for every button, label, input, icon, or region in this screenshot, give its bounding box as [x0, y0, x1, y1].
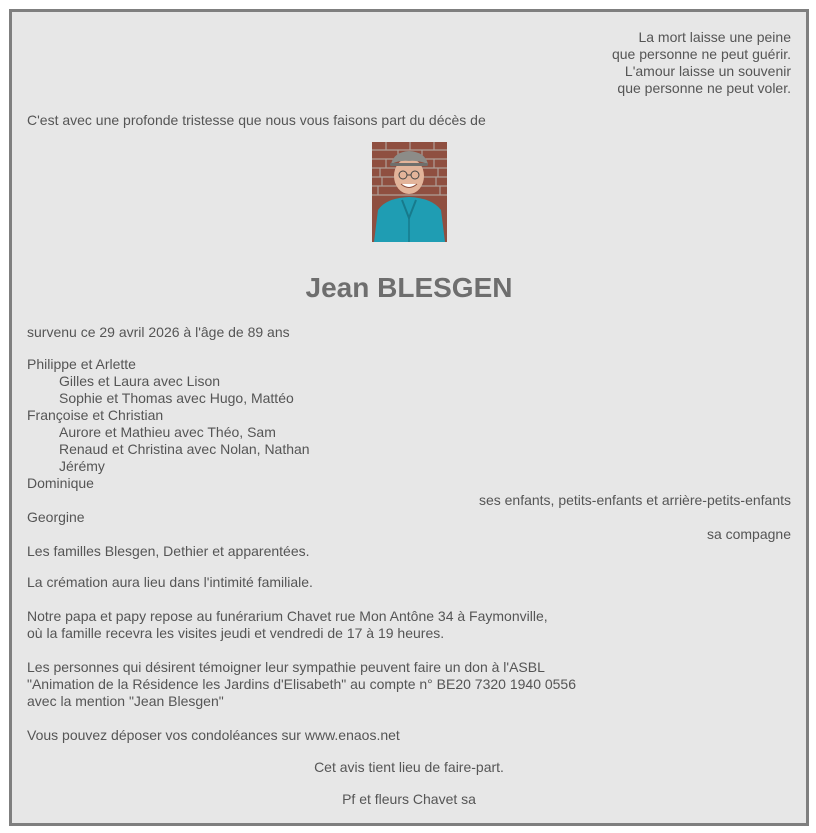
donation-text: Les personnes qui désirent témoigner leur sympathie peuvent faire un don à l'ASBL [27, 659, 545, 675]
partner-caption: sa compagne [706, 526, 791, 542]
poem-line: que personne ne peut guérir. [611, 46, 791, 62]
obituary-content [27, 12, 791, 823]
notice-text: Cet avis tient lieu de faire-part. [314, 759, 504, 775]
obituary-card [9, 9, 809, 826]
funerarium-text: où la famille recevra les visites jeudi et vendredi de 17 à 19 heures. [27, 625, 445, 641]
portrait-image [372, 142, 447, 242]
poem-line: que personne ne peut voler. [617, 80, 791, 96]
children-caption: ses enfants, petits-enfants et arrière-petits-enfants [478, 492, 791, 508]
family-member: Dominique [27, 475, 94, 491]
deceased-name: Jean BLESGEN [305, 272, 513, 303]
family-member: Gilles et Laura avec Lison [59, 373, 221, 389]
family-member: Jérémy [59, 458, 105, 474]
family-member: Françoise et Christian [27, 407, 164, 423]
family-member: Philippe et Arlette [27, 356, 136, 372]
intro-text: C'est avec une profonde tristesse que nous vous faisons part du décès de [27, 112, 486, 128]
family-member: Aurore et Mathieu avec Théo, Sam [59, 424, 276, 440]
donation-text: "Animation de la Résidence les Jardins d'Elisabeth" au compte n° BE20 7320 1940 0556 [27, 676, 577, 692]
poem-line: La mort laisse une peine [638, 29, 791, 45]
funerarium-text: Notre papa et papy repose au funérarium Chavet rue Mon Antône 34 à Faymonville, [27, 608, 548, 624]
poem-line: L'amour laisse un souvenir [624, 63, 791, 79]
condolences-text: Vous pouvez déposer vos condoléances sur www.enaos.net [27, 727, 400, 743]
cremation-text: La crémation aura lieu dans l'intimité familiale. [27, 574, 313, 590]
extended-families: Les familles Blesgen, Dethier et apparentées. [27, 543, 310, 559]
family-member: Renaud et Christina avec Nolan, Nathan [59, 441, 310, 457]
portrait-photo [372, 142, 447, 242]
deceased-date-age: survenu ce 29 avril 2026 à l'âge de 89 ans [27, 324, 290, 340]
funeral-home-name: Pf et fleurs Chavet sa [342, 791, 476, 807]
partner-name: Georgine [27, 509, 85, 525]
family-member: Sophie et Thomas avec Hugo, Mattéo [59, 390, 294, 406]
donation-text: avec la mention "Jean Blesgen" [27, 693, 224, 709]
